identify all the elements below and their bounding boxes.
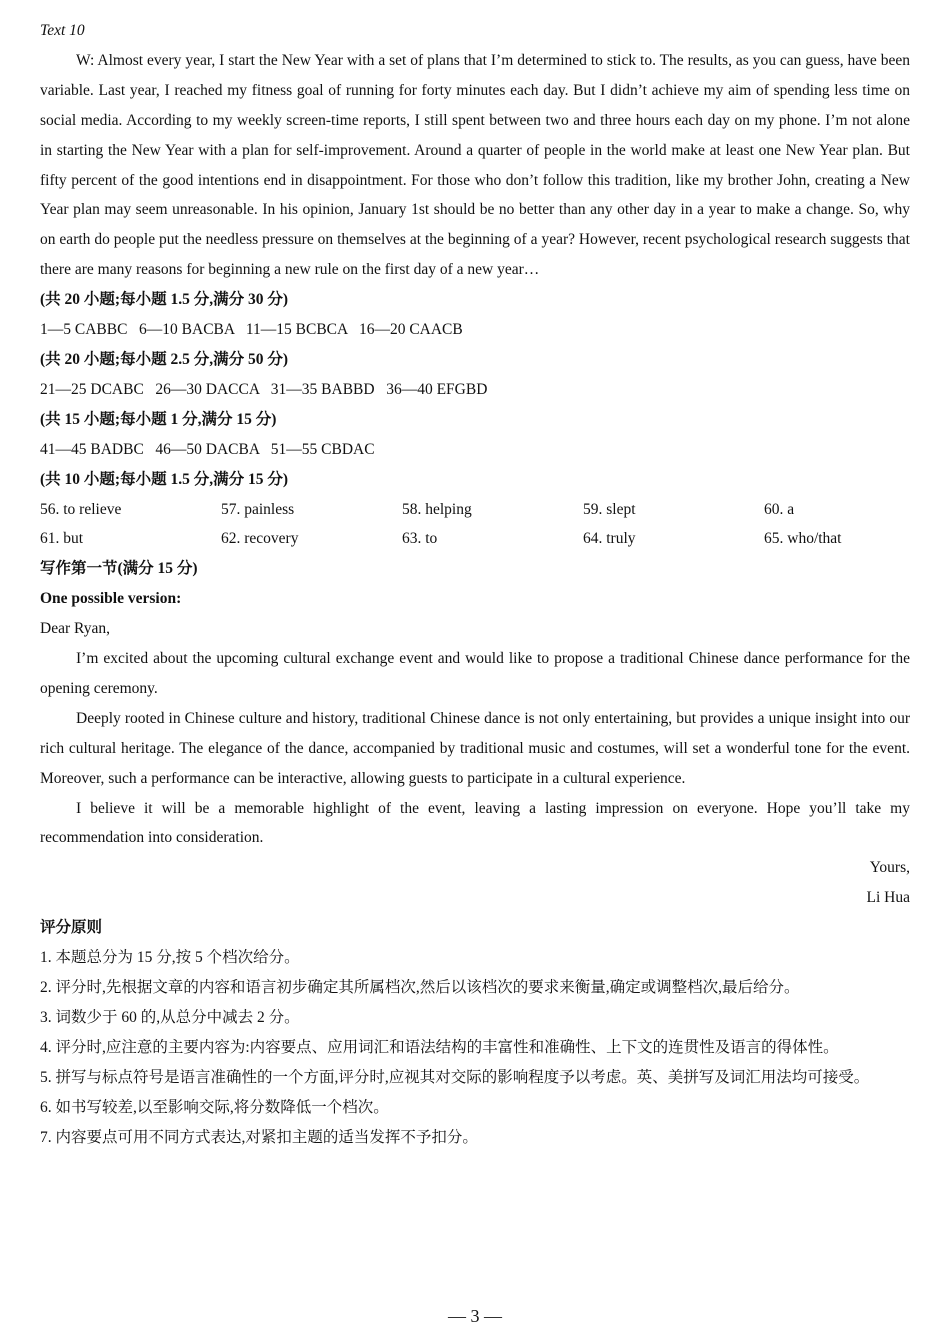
grammar-answer: 57. painless (221, 500, 295, 518)
grammar-answer: 56. to relieve (40, 500, 122, 518)
scoring-rule-2: 2. 评分时,先根据文章的内容和语言初步确定其所属档次,然后以该档次的要求来衡量,确定或调整档次,最后给分。 (40, 979, 800, 996)
scoring-rule-5: 5. 拼写与标点符号是语言准确性的一个方面,评分时,应视其对交际的影响程度予以考虑。英、美拼写及词汇用法均可接受。 (40, 1068, 870, 1086)
scoring-rule-4: 4. 评分时,应注意的主要内容为:内容要点、应用词汇和语法结构的丰富性和准确性、上下文的连贯性及语言的得体性。 (40, 1038, 839, 1056)
scoring-rule-6: 6. 如书写较差,以至影响交际,将分数降低一个档次。 (40, 1098, 389, 1116)
scoring-rule-1: 1. 本题总分为 15 分,按 5 个档次给分。 (40, 949, 300, 967)
letter-closing: Yours, (869, 859, 910, 877)
letter-paragraph-2: Deeply rooted in Chinese culture and history, traditional Chinese dance is not only entertaining, but provides a unique insight into our rich cultural heritage. The elegance of the dance, accompanied by traditional music and costumes, will set a wonderful tone for the event. Moreover, such a performance can be interactive, allowing guests to participate in a cultural experience. (40, 709, 910, 787)
grammar-answers-row-2 (40, 524, 910, 554)
document-page (40, 16, 910, 1152)
section-heading-2: (共 20 小题;每小题 2.5 分,满分 50 分) (40, 350, 288, 368)
grammar-heading: (共 10 小题;每小题 1.5 分,满分 15 分) (40, 470, 288, 488)
listening-transcript: W: Almost every year, I start the New Year with a set of plans that I’m determined to stick to. The results, as you can guess, have been variable. Last year, I reached my fitness goal of running for forty minutes each day. But I didn’t achieve my aim of spending less time on social media. According to my weekly screen-time reports, I still spent between two and three hours each day on my phone. I’m not alone in starting the New Year with a plan for self-improvement. Around a quarter of people in the world make at least one New Year plan. But fifty percent of the good intentions end in disappointment. For those who don’t follow this tradition, like my brother John, creating a New Year plan may seem unreasonable. In his opinion, January 1st should be no better than any other day in a year to make a change. So, why on earth do people put the needless pressure on themselves at the beginning of a year? However, recent psychological research suggests that there are many reasons for beginning a new rule on the first day of a new year… (40, 51, 910, 279)
version-label: One possible version: (40, 590, 182, 608)
section-heading-1: (共 20 小题;每小题 1.5 分,满分 30 分) (40, 291, 288, 309)
letter-signature: Li Hua (866, 889, 910, 907)
answer-line-3: 41—45 BADBC 46—50 DACBA 51—55 CBDAC (40, 440, 375, 458)
scoring-rule-3: 3. 词数少于 60 的,从总分中减去 2 分。 (40, 1008, 300, 1026)
grammar-answer: 64. truly (583, 530, 636, 548)
letter-paragraph-3: I believe it will be a memorable highlight of the event, leaving a lasting impression on everyone. Hope you’ll take my recommendation into consideration. (40, 799, 910, 847)
grammar-answer: 65. who/that (764, 530, 842, 548)
grammar-answers-row-1 (40, 495, 910, 525)
grammar-answer: 60. a (764, 500, 795, 518)
writing-heading: 写作第一节(满分 15 分) (40, 560, 198, 578)
answer-line-1: 1—5 CABBC 6—10 BACBA 11—15 BCBCA 16—20 CAACB (40, 321, 463, 339)
grammar-answer: 61. but (40, 530, 84, 548)
text-label: Text 10 (40, 22, 85, 39)
scoring-heading: 评分原则 (40, 919, 103, 937)
answer-line-2: 21—25 DCABC 26—30 DACCA 31—35 BABBD 36—40 EFGBD (40, 380, 488, 398)
grammar-answer: 59. slept (583, 500, 636, 518)
page-number: — 3 — (448, 1306, 502, 1326)
grammar-answer: 58. helping (402, 500, 472, 518)
letter-paragraph-1: I’m excited about the upcoming cultural exchange event and would like to propose a traditional Chinese dance performance for the opening ceremony. (40, 650, 910, 697)
section-heading-3: (共 15 小题;每小题 1 分,满分 15 分) (40, 410, 277, 428)
grammar-answer: 62. recovery (221, 530, 299, 548)
grammar-answer: 63. to (402, 530, 438, 548)
scoring-rule-7: 7. 内容要点可用不同方式表达,对紧扣主题的适当发挥不予扣分。 (40, 1128, 478, 1146)
letter-salutation: Dear Ryan, (40, 620, 110, 638)
